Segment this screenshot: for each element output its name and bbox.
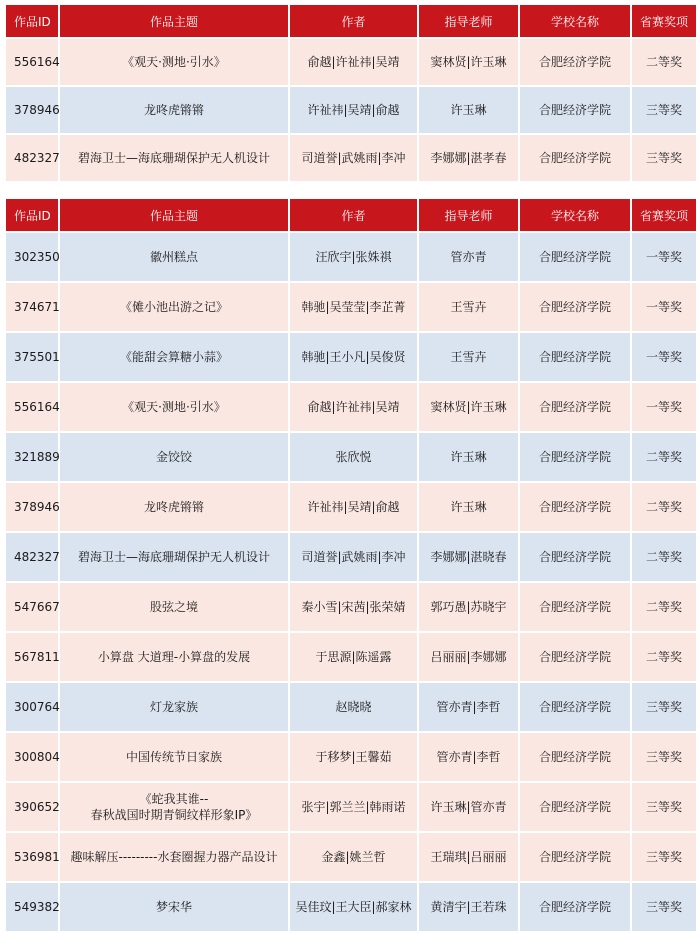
cell-advisor: 管亦青|李哲 — [419, 733, 518, 781]
cell-authors: 司道誉|武姚雨|李冲 — [290, 533, 417, 581]
cell-advisor: 管亦青 — [419, 233, 518, 281]
header-authors: 作者 — [290, 5, 417, 37]
table-row — [6, 833, 696, 881]
cell-theme: 《观天·测地·引水》 — [60, 39, 288, 85]
cell-advisor: 管亦青|李哲 — [419, 683, 518, 731]
cell-theme: 龙咚虎锵锵 — [60, 87, 288, 133]
table-row — [6, 783, 696, 831]
header-id: 作品ID — [6, 5, 58, 37]
cell-school: 合肥经济学院 — [520, 383, 630, 431]
cell-award: 三等奖 — [632, 733, 696, 781]
cell-theme: 《观天·测地·引水》 — [60, 383, 288, 431]
cell-authors: 韩驰|吴莹莹|李芷菁 — [290, 283, 417, 331]
header-school: 学校名称 — [520, 5, 630, 37]
cell-theme: 灯龙家族 — [60, 683, 288, 731]
header-authors: 作者 — [290, 199, 417, 231]
cell-advisor: 王瑞琪|吕丽丽 — [419, 833, 518, 881]
cell-id: 482327 — [6, 135, 58, 181]
cell-school: 合肥经济学院 — [520, 135, 630, 181]
table-row — [6, 433, 696, 481]
cell-id: 374671 — [6, 283, 58, 331]
cell-school: 合肥经济学院 — [520, 633, 630, 681]
cell-theme: 碧海卫士—海底珊瑚保护无人机设计 — [60, 533, 288, 581]
cell-school: 合肥经济学院 — [520, 333, 630, 381]
cell-award: 二等奖 — [632, 533, 696, 581]
header-id: 作品ID — [6, 199, 58, 231]
table-row — [6, 883, 696, 931]
cell-theme: 股弦之境 — [60, 583, 288, 631]
table-row — [6, 233, 696, 281]
cell-school: 合肥经济学院 — [520, 233, 630, 281]
table-row — [6, 683, 696, 731]
cell-award: 二等奖 — [632, 433, 696, 481]
table-row — [6, 483, 696, 531]
cell-award: 三等奖 — [632, 683, 696, 731]
cell-advisor: 窦林贤|许玉琳 — [419, 39, 518, 85]
cell-authors: 张宇|郭兰兰|韩雨诺 — [290, 783, 417, 831]
cell-id: 567811 — [6, 633, 58, 681]
table-row — [6, 533, 696, 581]
cell-award: 二等奖 — [632, 633, 696, 681]
cell-award: 三等奖 — [632, 833, 696, 881]
cell-id: 536981 — [6, 833, 58, 881]
cell-id: 375501 — [6, 333, 58, 381]
cell-theme — [60, 783, 288, 831]
cell-award: 一等奖 — [632, 283, 696, 331]
table-row — [6, 87, 696, 133]
table-row — [6, 333, 696, 381]
cell-advisor: 王雪卉 — [419, 333, 518, 381]
cell-id: 549382 — [6, 883, 58, 931]
cell-school: 合肥经济学院 — [520, 883, 630, 931]
cell-school: 合肥经济学院 — [520, 783, 630, 831]
cell-award: 三等奖 — [632, 135, 696, 181]
cell-authors: 司道誉|武姚雨|李冲 — [290, 135, 417, 181]
cell-theme: 趣味解压---------水套圈握力器产品设计 — [60, 833, 288, 881]
cell-theme: 梦宋华 — [60, 883, 288, 931]
table-row — [6, 383, 696, 431]
cell-theme: 碧海卫士—海底珊瑚保护无人机设计 — [60, 135, 288, 181]
cell-school: 合肥经济学院 — [520, 283, 630, 331]
cell-award: 三等奖 — [632, 87, 696, 133]
header-advisor: 指导老师 — [419, 199, 518, 231]
cell-advisor: 郭巧愚|苏晓宇 — [419, 583, 518, 631]
cell-theme: 小算盘 大道理-小算盘的发展 — [60, 633, 288, 681]
cell-school: 合肥经济学院 — [520, 483, 630, 531]
cell-id: 556164 — [6, 383, 58, 431]
cell-id: 300804 — [6, 733, 58, 781]
table-row — [6, 583, 696, 631]
cell-advisor: 李娜娜|湛孝春 — [419, 135, 518, 181]
cell-advisor: 黄清宇|王若珠 — [419, 883, 518, 931]
cell-id: 547667 — [6, 583, 58, 631]
cell-theme: 《能甜会算糖小蒜》 — [60, 333, 288, 381]
cell-school: 合肥经济学院 — [520, 87, 630, 133]
cell-authors: 于移梦|王馨茹 — [290, 733, 417, 781]
cell-advisor: 吕丽丽|李娜娜 — [419, 633, 518, 681]
cell-id: 390652 — [6, 783, 58, 831]
cell-authors: 吴佳玟|王大臣|郝家林 — [290, 883, 417, 931]
cell-authors: 张欣悦 — [290, 433, 417, 481]
cell-award: 一等奖 — [632, 233, 696, 281]
cell-id: 321889 — [6, 433, 58, 481]
cell-advisor: 许玉琳 — [419, 483, 518, 531]
cell-theme: 金饺饺 — [60, 433, 288, 481]
cell-authors: 于思源|陈遥露 — [290, 633, 417, 681]
cell-authors: 赵晓晓 — [290, 683, 417, 731]
cell-award: 一等奖 — [632, 383, 696, 431]
cell-award: 二等奖 — [632, 583, 696, 631]
cell-authors: 韩驰|王小凡|吴俊贤 — [290, 333, 417, 381]
cell-advisor: 王雪卉 — [419, 283, 518, 331]
cell-authors: 俞越|许祉祎|吴靖 — [290, 39, 417, 85]
cell-authors: 秦小雪|宋茜|张荣婧 — [290, 583, 417, 631]
cell-id: 378946 — [6, 87, 58, 133]
header-school: 学校名称 — [520, 199, 630, 231]
cell-authors: 金鑫|姚兰哲 — [290, 833, 417, 881]
table-row — [6, 283, 696, 331]
cell-school: 合肥经济学院 — [520, 833, 630, 881]
header-theme: 作品主题 — [60, 5, 288, 37]
cell-advisor: 许玉琳|管亦青 — [419, 783, 518, 831]
cell-advisor: 许玉琳 — [419, 433, 518, 481]
cell-advisor: 李娜娜|湛晓春 — [419, 533, 518, 581]
awards-table-1 — [4, 3, 698, 183]
cell-id: 378946 — [6, 483, 58, 531]
header-award: 省赛奖项 — [632, 199, 696, 231]
cell-id: 302350 — [6, 233, 58, 281]
cell-id: 482327 — [6, 533, 58, 581]
table-row — [6, 733, 696, 781]
cell-school: 合肥经济学院 — [520, 733, 630, 781]
cell-id: 556164 — [6, 39, 58, 85]
cell-award: 二等奖 — [632, 483, 696, 531]
cell-theme: 《傩小池出游之记》 — [60, 283, 288, 331]
cell-authors: 俞越|许祉祎|吴靖 — [290, 383, 417, 431]
cell-award: 二等奖 — [632, 39, 696, 85]
header-row — [6, 5, 696, 37]
header-theme: 作品主题 — [60, 199, 288, 231]
cell-award: 三等奖 — [632, 883, 696, 931]
cell-id: 300764 — [6, 683, 58, 731]
awards-table-2 — [4, 197, 698, 933]
cell-theme-line-2: 春秋战国时期青铜纹样形象IP》 — [90, 808, 258, 822]
cell-theme: 中国传统节日家族 — [60, 733, 288, 781]
cell-authors: 汪欣宇|张姝祺 — [290, 233, 417, 281]
cell-advisor: 许玉琳 — [419, 87, 518, 133]
header-award: 省赛奖项 — [632, 5, 696, 37]
cell-school: 合肥经济学院 — [520, 433, 630, 481]
table-row — [6, 39, 696, 85]
cell-authors: 许祉祎|吴靖|俞越 — [290, 483, 417, 531]
table-row — [6, 633, 696, 681]
cell-school: 合肥经济学院 — [520, 683, 630, 731]
cell-school: 合肥经济学院 — [520, 583, 630, 631]
cell-theme: 徽州糕点 — [60, 233, 288, 281]
cell-authors: 许祉祎|吴靖|俞越 — [290, 87, 417, 133]
cell-advisor: 窦林贤|许玉琳 — [419, 383, 518, 431]
header-row — [6, 199, 696, 231]
header-advisor: 指导老师 — [419, 5, 518, 37]
table-row — [6, 135, 696, 181]
cell-theme: 龙咚虎锵锵 — [60, 483, 288, 531]
cell-award: 三等奖 — [632, 783, 696, 831]
cell-school: 合肥经济学院 — [520, 533, 630, 581]
cell-school: 合肥经济学院 — [520, 39, 630, 85]
cell-award: 一等奖 — [632, 333, 696, 381]
cell-theme-line-1: 《蛇我其谁-- — [139, 792, 209, 806]
